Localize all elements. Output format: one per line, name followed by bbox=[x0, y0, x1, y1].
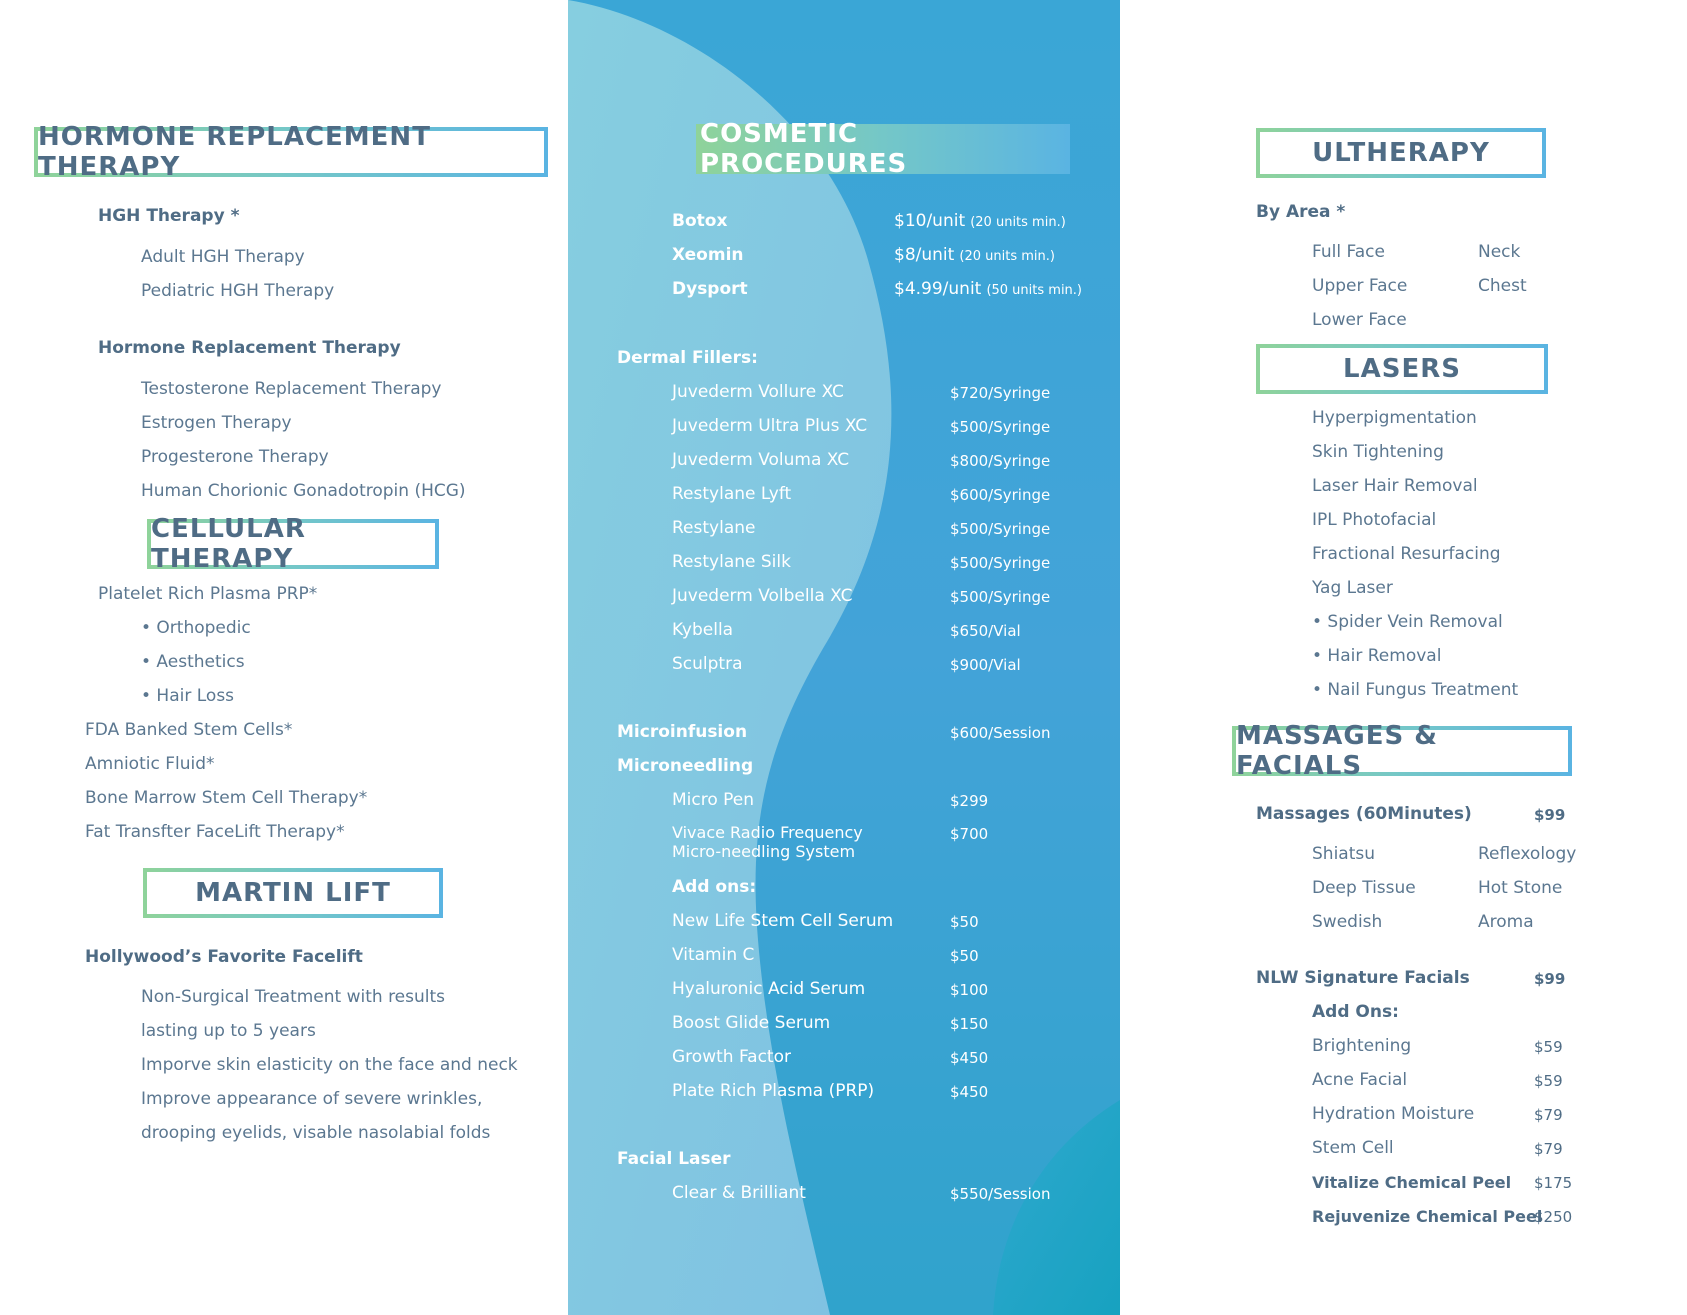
area-item: Full Face bbox=[1312, 242, 1385, 262]
toxin-note: (20 units min.) bbox=[959, 249, 1055, 264]
microinfusion-heading: Microinfusion bbox=[617, 722, 748, 742]
fillers-heading: Dermal Fillers: bbox=[617, 348, 758, 368]
laser-item: Hyperpigmentation bbox=[1312, 408, 1477, 428]
filler-price: $650/Vial bbox=[950, 622, 1021, 640]
addon-name: New Life Stem Cell Serum bbox=[672, 911, 894, 931]
massage-item: Swedish bbox=[1312, 912, 1383, 932]
toxin-price: $4.99/unit bbox=[894, 279, 982, 299]
massages-title: MASSAGES & FACIALS bbox=[1236, 730, 1568, 772]
prp-item: • Hair Loss bbox=[141, 686, 235, 706]
facial-addon-name: Brightening bbox=[1312, 1036, 1412, 1056]
hrt-item: Testosterone Replacement Therapy bbox=[141, 379, 442, 399]
toxin-price-row bbox=[894, 245, 1055, 265]
massage-item: Reflexology bbox=[1478, 844, 1577, 864]
hrt-heading: Hormone Replacement Therapy bbox=[98, 338, 401, 358]
martin-item: Imporve skin elasticity on the face and neck bbox=[141, 1055, 518, 1075]
ultherapy-title-box bbox=[1256, 128, 1546, 178]
facials-addons-heading: Add Ons: bbox=[1312, 1002, 1399, 1022]
addon-name: Hyaluronic Acid Serum bbox=[672, 979, 866, 999]
laser-name: Clear & Brilliant bbox=[672, 1183, 806, 1203]
toxin-name: Xeomin bbox=[672, 245, 744, 265]
filler-name: Restylane Lyft bbox=[672, 484, 792, 504]
massages-title-box bbox=[1232, 721, 1572, 781]
toxin-price: $10/unit bbox=[894, 211, 966, 231]
area-heading: By Area * bbox=[1256, 202, 1346, 222]
filler-price: $800/Syringe bbox=[950, 452, 1051, 470]
lasers-title: LASERS bbox=[1260, 348, 1544, 390]
area-item: Upper Face bbox=[1312, 276, 1408, 296]
cellular-item: Fat Transfter FaceLift Therapy* bbox=[85, 822, 345, 842]
facial-addon-price: $59 bbox=[1534, 1072, 1563, 1090]
filler-name: Sculptra bbox=[672, 654, 743, 674]
toxin-price: $8/unit bbox=[894, 245, 955, 265]
area-item: Lower Face bbox=[1312, 310, 1407, 330]
addon-price: $150 bbox=[950, 1015, 989, 1033]
toxin-note: (50 units min.) bbox=[986, 283, 1082, 298]
hrt-item: Estrogen Therapy bbox=[141, 413, 292, 433]
prp-item: • Orthopedic bbox=[141, 618, 251, 638]
laser-item: Laser Hair Removal bbox=[1312, 476, 1478, 496]
laser-price: $550/Session bbox=[950, 1185, 1051, 1203]
addon-name: Boost Glide Serum bbox=[672, 1013, 831, 1033]
area-item: Chest bbox=[1478, 276, 1527, 296]
prp-heading: Platelet Rich Plasma PRP* bbox=[98, 584, 318, 604]
cosmetic-title-box bbox=[696, 119, 1070, 179]
laser-item: Fractional Resurfacing bbox=[1312, 544, 1501, 564]
massage-item: Aroma bbox=[1478, 912, 1534, 932]
filler-price: $500/Syringe bbox=[950, 588, 1051, 606]
corner-shape bbox=[993, 1100, 1120, 1315]
vivace-line2: Micro-needling System bbox=[672, 842, 856, 861]
hrt-title-box bbox=[34, 122, 548, 182]
peel-name: Vitalize Chemical Peel bbox=[1312, 1173, 1512, 1192]
martin-item: lasting up to 5 years bbox=[141, 1021, 316, 1041]
addon-price: $100 bbox=[950, 981, 989, 999]
cellular-item: FDA Banked Stem Cells* bbox=[85, 720, 293, 740]
cellular-item: Bone Marrow Stem Cell Therapy* bbox=[85, 788, 368, 808]
martin-item: Non-Surgical Treatment with results bbox=[141, 987, 446, 1007]
filler-name: Kybella bbox=[672, 620, 734, 640]
cellular-item: Amniotic Fluid* bbox=[85, 754, 215, 774]
vivace-line1: Vivace Radio Frequency bbox=[672, 823, 863, 842]
facials-price: $99 bbox=[1534, 970, 1566, 988]
peel-price: $175 bbox=[1534, 1174, 1573, 1192]
filler-price: $500/Syringe bbox=[950, 554, 1051, 572]
cosmetic-panel bbox=[568, 0, 1120, 1315]
filler-price: $600/Syringe bbox=[950, 486, 1051, 504]
addons-heading: Add ons: bbox=[672, 877, 757, 897]
laser-item: Yag Laser bbox=[1312, 578, 1393, 598]
filler-price: $900/Vial bbox=[950, 656, 1021, 674]
hgh-item: Adult HGH Therapy bbox=[141, 247, 305, 267]
addon-name: Growth Factor bbox=[672, 1047, 791, 1067]
peel-price: $250 bbox=[1534, 1208, 1573, 1226]
martin-item: Improve appearance of severe wrinkles, bbox=[141, 1089, 483, 1109]
laser-heading: Facial Laser bbox=[617, 1149, 731, 1169]
cosmetic-title: COSMETIC PROCEDURES bbox=[700, 119, 908, 179]
addon-price: $450 bbox=[950, 1049, 989, 1067]
vivace-price: $700 bbox=[950, 825, 989, 843]
laser-item: • Hair Removal bbox=[1312, 646, 1442, 666]
facial-addon-price: $79 bbox=[1534, 1140, 1563, 1158]
wave-decoration bbox=[568, 0, 1120, 1315]
filler-price: $500/Syringe bbox=[950, 520, 1051, 538]
filler-name: Juvederm Ultra Plus XC bbox=[672, 416, 868, 436]
vivace-name bbox=[672, 823, 863, 861]
hgh-item: Pediatric HGH Therapy bbox=[141, 281, 335, 301]
micropen-name: Micro Pen bbox=[672, 790, 755, 810]
laser-item: IPL Photofacial bbox=[1312, 510, 1437, 530]
hrt-item: Human Chorionic Gonadotropin (HCG) bbox=[141, 481, 466, 501]
toxin-price-row bbox=[894, 279, 1082, 299]
facials-heading: NLW Signature Facials bbox=[1256, 968, 1470, 988]
toxin-note: (20 units min.) bbox=[970, 215, 1066, 230]
massage-item: Hot Stone bbox=[1478, 878, 1563, 898]
addon-name: Plate Rich Plasma (PRP) bbox=[672, 1081, 875, 1101]
toxin-name: Dysport bbox=[672, 279, 748, 299]
massages-price: $99 bbox=[1534, 806, 1566, 824]
facial-addon-price: $79 bbox=[1534, 1106, 1563, 1124]
laser-item: • Nail Fungus Treatment bbox=[1312, 680, 1519, 700]
ultherapy-title: ULTHERAPY bbox=[1260, 132, 1542, 174]
facial-addon-name: Hydration Moisture bbox=[1312, 1104, 1475, 1124]
addon-price: $50 bbox=[950, 913, 979, 931]
peel-name: Rejuvenize Chemical Peel bbox=[1312, 1207, 1543, 1226]
filler-price: $720/Syringe bbox=[950, 384, 1051, 402]
martin-title: MARTIN LIFT bbox=[147, 872, 439, 914]
facial-addon-name: Acne Facial bbox=[1312, 1070, 1408, 1090]
martin-heading: Hollywood’s Favorite Facelift bbox=[85, 947, 363, 967]
microneedling-heading: Microneedling bbox=[617, 756, 754, 776]
laser-item: Skin Tightening bbox=[1312, 442, 1444, 462]
filler-name: Juvederm Vollure XC bbox=[672, 382, 844, 402]
micropen-price: $299 bbox=[950, 792, 989, 810]
hrt-item: Progesterone Therapy bbox=[141, 447, 329, 467]
laser-item: • Spider Vein Removal bbox=[1312, 612, 1503, 632]
filler-name: Juvederm Volbella XC bbox=[672, 586, 853, 606]
addon-name: Vitamin C bbox=[672, 945, 755, 965]
filler-name: Restylane bbox=[672, 518, 756, 538]
massage-item: Deep Tissue bbox=[1312, 878, 1416, 898]
toxin-name: Botox bbox=[672, 211, 728, 231]
martin-item: drooping eyelids, visable nasolabial folds bbox=[141, 1123, 491, 1143]
microinfusion-price: $600/Session bbox=[950, 724, 1051, 742]
filler-price: $500/Syringe bbox=[950, 418, 1051, 436]
addon-price: $450 bbox=[950, 1083, 989, 1101]
toxin-price-row bbox=[894, 211, 1066, 231]
filler-name: Juvederm Voluma XC bbox=[672, 450, 850, 470]
addon-price: $50 bbox=[950, 947, 979, 965]
martin-title-box bbox=[143, 868, 443, 918]
hrt-title: HORMONE REPLACEMENT THERAPY bbox=[38, 131, 544, 173]
prp-item: • Aesthetics bbox=[141, 652, 245, 672]
facial-addon-name: Stem Cell bbox=[1312, 1138, 1394, 1158]
cellular-title: CELLULAR THERAPY bbox=[151, 523, 435, 565]
facial-addon-price: $59 bbox=[1534, 1038, 1563, 1056]
filler-name: Restylane Silk bbox=[672, 552, 791, 572]
cellular-title-box bbox=[147, 514, 439, 574]
massage-item: Shiatsu bbox=[1312, 844, 1376, 864]
massages-heading: Massages (60Minutes) bbox=[1256, 804, 1472, 824]
hgh-heading: HGH Therapy * bbox=[98, 206, 240, 226]
lasers-title-box bbox=[1256, 344, 1548, 394]
area-item: Neck bbox=[1478, 242, 1521, 262]
